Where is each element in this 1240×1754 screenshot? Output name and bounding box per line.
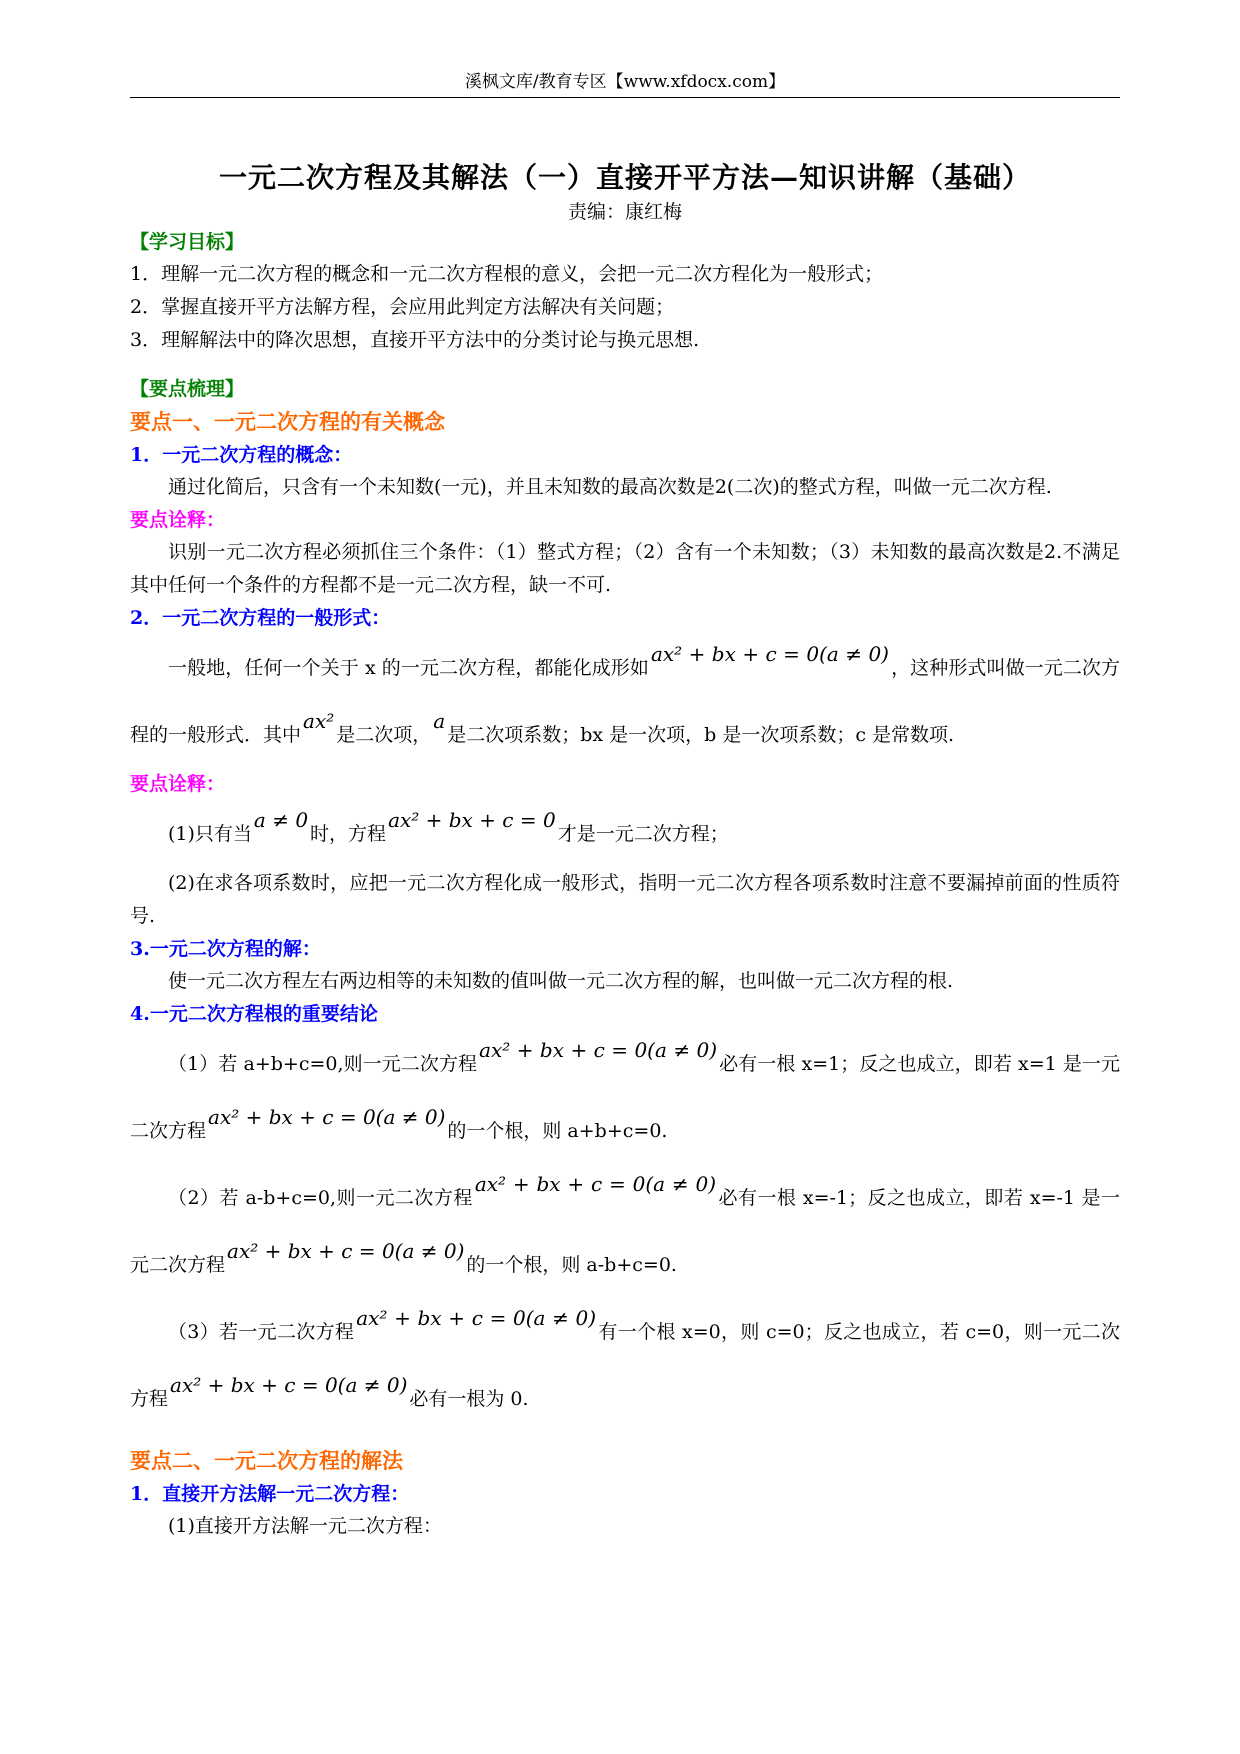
point1-s1-heading: 1．一元二次方程的概念： xyxy=(130,444,353,466)
point2-s1-heading: 1．直接开方法解一元二次方程： xyxy=(130,1483,410,1505)
general-form-formula: ax² + bx + c = 0(a ≠ 0) xyxy=(227,1239,465,1263)
objective-item: 3．理解解法中的降次思想，直接开平方法中的分类讨论与换元思想. xyxy=(130,329,700,351)
equation-formula: ax² + bx + c = 0 xyxy=(388,808,556,832)
conclusion-1 xyxy=(130,1030,1120,1164)
c1-text-b: 必有一根 x=1；反之也成立，即若 x=1 是一元二次方程 xyxy=(130,1053,1120,1142)
point1-s1-note-heading: 要点诠释： xyxy=(130,509,226,531)
page-header: 溪枫文库/教育专区【www.xfdocx.com】 xyxy=(464,72,786,92)
objectives-heading: 【学习目标】 xyxy=(130,231,245,253)
c2-text-b: 必有一根 x=-1；反之也成立，即若 x=-1 是一元二次方程 xyxy=(130,1187,1120,1276)
a-ne-0-formula: a ≠ 0 xyxy=(253,808,309,832)
point1-s4-heading: 4.一元二次方程根的重要结论 xyxy=(130,1003,378,1025)
general-form-formula: ax² + bx + c = 0(a ≠ 0) xyxy=(208,1105,446,1129)
point1-s2-note-1 xyxy=(130,800,1120,867)
document-title: 一元二次方程及其解法（一）直接开平方法—知识讲解（基础） xyxy=(218,161,1031,194)
point2-heading: 要点二、一元二次方程的解法 xyxy=(130,1448,403,1473)
c3-text-c: 必有一根为 0. xyxy=(409,1388,529,1410)
point1-s3-text: 使一元二次方程左右两边相等的未知数的值叫做一元二次方程的解，也叫做一元二次方程的根. xyxy=(168,970,954,992)
point1-s2-note-heading: 要点诠释： xyxy=(130,773,226,795)
general-form-formula: ax² + bx + c = 0(a ≠ 0) xyxy=(479,1038,718,1062)
point1-s2-note-2: (2)在求各项系数时，应把一元二次方程化成一般形式，指明一元二次方程各项系数时注意不要漏掉前面的性质符号. xyxy=(130,872,1120,927)
general-form-formula: ax² + bx + c = 0(a ≠ 0) xyxy=(474,1172,717,1196)
c3-text-b: 有一个根 x=0，则 c=0；反之也成立，若 c=0，则一元二次方程 xyxy=(130,1321,1120,1410)
objective-item: 2．掌握直接开平方法解方程，会应用此判定方法解决有关问题； xyxy=(130,296,675,318)
point1-heading: 要点一、一元二次方程的有关概念 xyxy=(130,409,445,434)
general-form-formula: ax² + bx + c = 0(a ≠ 0) xyxy=(170,1373,408,1397)
summary-heading: 【要点梳理】 xyxy=(130,378,245,400)
ax2-formula: ax² xyxy=(303,709,335,733)
point1-s2-paragraph xyxy=(130,634,1120,768)
c2-text-c: 的一个根，则 a-b+c=0. xyxy=(466,1254,677,1276)
note1-text-b: 时，方程 xyxy=(310,823,387,845)
point1-s2-heading: 2．一元二次方程的一般形式： xyxy=(130,607,391,629)
header-divider xyxy=(130,97,1120,98)
c2-text-a: （2）若 a-b+c=0,则一元二次方程 xyxy=(168,1187,473,1209)
document-body xyxy=(130,226,1120,1543)
point1-s1-text: 通过化简后，只含有一个未知数(一元)，并且未知数的最高次数是2(二次)的整式方程，叫做一元二次方程. xyxy=(168,476,1052,498)
a-formula: a xyxy=(433,709,446,733)
s2-text-1: 一般地，任何一个关于 x 的一元二次方程，都能化成形如 xyxy=(168,657,649,679)
s2-text-2: ，这种形式叫做一元二次方程的一般形式．其中 xyxy=(130,657,1120,746)
conclusion-2 xyxy=(130,1164,1120,1298)
c1-text-a: （1）若 a+b+c=0,则一元二次方程 xyxy=(168,1053,478,1075)
point1-s1-note-text: 识别一元二次方程必须抓住三个条件：（1）整式方程；（2）含有一个未知数；（3）未知数的最高次数是2.不满足其中任何一个条件的方程都不是一元二次方程，缺一不可. xyxy=(130,541,1120,596)
c1-text-c: 的一个根，则 a+b+c=0. xyxy=(447,1120,668,1142)
s2-text-4: 是二次项系数；bx 是一次项，b 是一次项系数；c 是常数项. xyxy=(447,724,955,746)
point1-s3-heading: 3.一元二次方程的解： xyxy=(130,938,321,960)
note1-text-c: 才是一元二次方程； xyxy=(557,823,729,845)
c3-text-a: （3）若一元二次方程 xyxy=(168,1321,355,1343)
general-form-formula: ax² + bx + c = 0(a ≠ 0) xyxy=(650,642,889,666)
objective-item: 1．理解一元二次方程的概念和一元二次方程根的意义，会把一元二次方程化为一般形式； xyxy=(130,263,884,285)
note1-text-a: (1)只有当 xyxy=(168,823,252,845)
conclusion-3 xyxy=(130,1298,1120,1432)
point2-s1-text: (1)直接开方法解一元二次方程： xyxy=(168,1515,442,1537)
editor-credit: 责编：康红梅 xyxy=(567,201,682,223)
s2-text-3: 是二次项， xyxy=(336,724,432,746)
general-form-formula: ax² + bx + c = 0(a ≠ 0) xyxy=(356,1306,597,1330)
